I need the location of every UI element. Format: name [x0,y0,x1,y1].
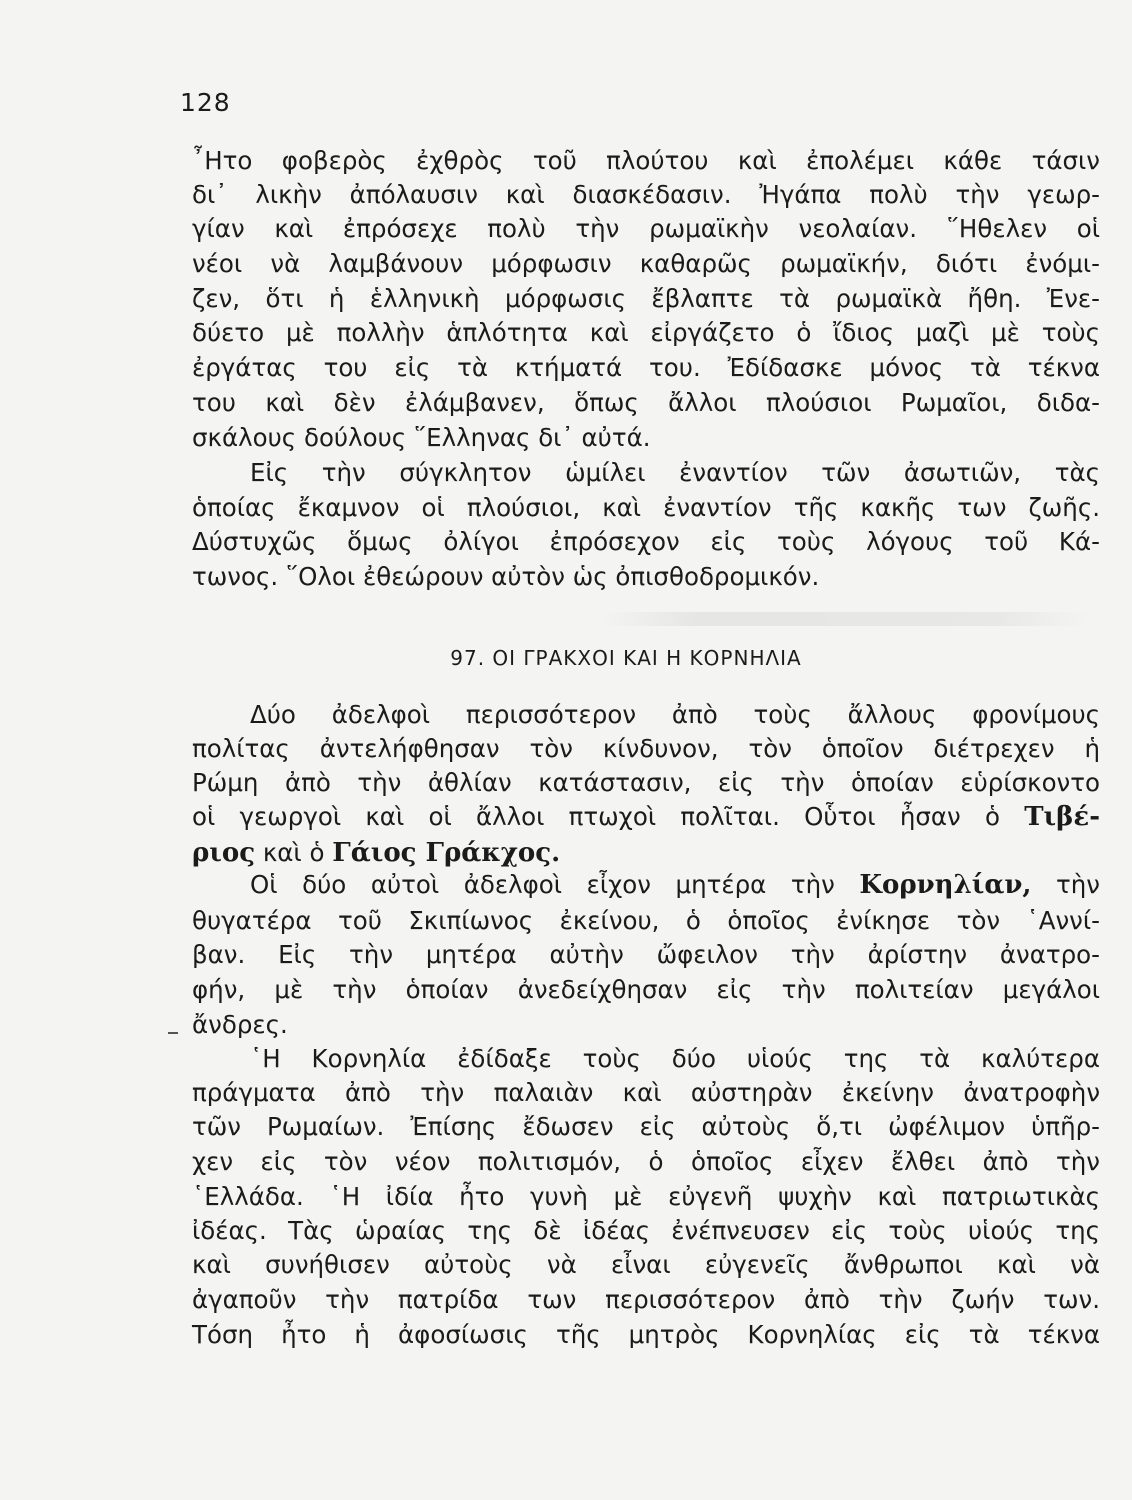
text-line: ἀγαποῦν τὴν πατρίδα των περισσότερον ἀπὸ τὴν ζωήν των. [192,1285,1100,1314]
text-line: Δύο ἀδελφοὶ περισσότερον ἀπὸ τοὺς ἄλλους φρονίμους [250,700,1100,729]
text-line: τῶν Ρωμαίων. Ἐπίσης ἔδωσεν εἰς αὐτοὺς ὅ,τι ὠφέλιμον ὑπῆρ- [192,1112,1100,1141]
text-line: νέοι νὰ λαμβάνουν μόρφωσιν καθαρῶς ρωμαϊκήν, διότι ἐνόμι- [192,249,1100,278]
scan-smudge [600,612,1090,626]
text-line: ζεν, ὅτι ἡ ἑλληνικὴ μόρφωσις ἔβλαπτε τὰ ρωμαϊκὰ ἤθη. Ἐνε- [192,284,1100,313]
text-line: πολίτας ἀντελήφθησαν τὸν κίνδυνον, τὸν ὁποῖον διέτρεχεν ἡ [192,734,1100,763]
text-line: σκάλους δούλους ῞Ελληνας δι᾿ αὐτά. [192,423,651,452]
text-line: Ρώμη ἀπὸ τὴν ἀθλίαν κατάστασιν, εἰς τὴν ὁποίαν εὑρίσκοντο [192,768,1100,797]
text-line [192,838,1100,868]
text-line: δύετο μὲ πολλὴν ἁπλότητα καὶ εἰργάζετο ὁ ἴδιος μαζὶ μὲ τοὺς [192,318,1100,347]
page-number: 128 [180,88,231,117]
text-line: θυγατέρα τοῦ Σκιπίωνος ἐκείνου, ὁ ὁποῖος ἐνίκησε τὸν ῾Αννί- [192,906,1100,935]
text-line: δι᾿ λικὴν ἀπόλαυσιν καὶ διασκέδασιν. Ἠγάπα πολὺ τὴν γεωρ- [192,180,1100,209]
text-run: καὶ ὁ [255,838,333,867]
text-line: του καὶ δὲν ἐλάμβανεν, ὅπως ἄλλοι πλούσιοι Ρωμαῖοι, διδα- [192,388,1100,417]
text-line [192,802,1100,832]
text-line: Τόση ἦτο ἡ ἀφοσίωσις τῆς μητρὸς Κορνηλίας εἰς τὰ τέκνα [192,1320,1100,1349]
bold-name-kornelia: Κορνηλίαν, [859,870,1032,900]
text-line: γίαν καὶ ἐπρόσεχε πολὺ τὴν ρωμαϊκὴν νεολαίαν. ῞Ηθελεν οἱ [192,214,1100,243]
text-line: Εἰς τὴν σύγκλητον ὡμίλει ἐναντίον τῶν ἀσωτιῶν, τὰς [250,458,1100,487]
bold-name-tiberios: Τιβέ- [1024,802,1100,832]
scan-mark [168,1032,178,1034]
text-line: Δύστυχῶς ὅμως ὀλίγοι ἐπρόσεχον εἰς τοὺς λόγους τοῦ Κά- [192,527,1100,556]
text-line: πράγματα ἀπὸ τὴν παλαιὰν καὶ αὐστηρὰν ἐκείνην ἀνατροφὴν [192,1078,1100,1107]
bold-name-gaios-grakchos: Γάιος Γράκχος. [332,838,561,868]
text-line: βαν. Εἰς τὴν μητέρα αὐτὴν ὤφειλον τὴν ἀρίστην ἀνατρο- [192,940,1100,969]
section-heading: 97. ΟΙ ΓΡΑΚΧΟΙ ΚΑΙ Η ΚΟΡΝΗΛΙΑ [450,646,802,670]
text-line: ἐργάτας του εἰς τὰ κτήματά του. Ἐδίδασκε μόνος τὰ τέκνα [192,353,1100,382]
text-line: ῾Η Κορνηλία ἐδίδαξε τοὺς δύο υἱούς της τὰ καλύτερα [250,1044,1100,1073]
text-line: ἄνδρες. [192,1010,288,1039]
text-line: καὶ συνήθισεν αὐτοὺς νὰ εἶναι εὐγενεῖς ἄνθρωποι καὶ νὰ [192,1250,1100,1279]
text-run: οἱ γεωργοὶ καὶ οἱ ἄλλοι πτωχοὶ πολῖται. Οὗτοι ἦσαν ὁ [192,802,1025,831]
text-line: φήν, μὲ τὴν ὁποίαν ἀνεδείχθησαν εἰς τὴν πολιτείαν μεγάλοι [192,975,1100,1004]
text-line: ὁποίας ἔκαμνον οἱ πλούσιοι, καὶ ἐναντίον τῆς κακῆς των ζωῆς. [192,493,1100,522]
bold-name-tiberios-cont: ριος [192,838,256,868]
text-run: Οἱ δύο αὐτοὶ ἀδελφοὶ εἶχον μητέρα τὴν [250,870,860,899]
text-line: ῏Ητο φοβερὸς ἐχθρὸς τοῦ πλούτου καὶ ἐπολέμει κάθε τάσιν [192,146,1100,175]
text-run: τὴν [1031,870,1100,899]
text-line [250,870,1100,900]
text-line: ῾Ελλάδα. ῾Η ἰδία ἦτο γυνὴ μὲ εὐγενῆ ψυχὴν καὶ πατριωτικὰς [192,1182,1100,1211]
text-line: τωνος. ῞Ολοι ἐθεώρουν αὐτὸν ὡς ὀπισθοδρομικόν. [192,562,820,591]
text-line: χεν εἰς τὸν νέον πολιτισμόν, ὁ ὁποῖος εἶχεν ἔλθει ἀπὸ τὴν [192,1147,1100,1176]
text-line: ἰδέας. Τὰς ὡραίας της δὲ ἰδέας ἐνέπνευσεν εἰς τοὺς υἱούς της [192,1216,1100,1245]
